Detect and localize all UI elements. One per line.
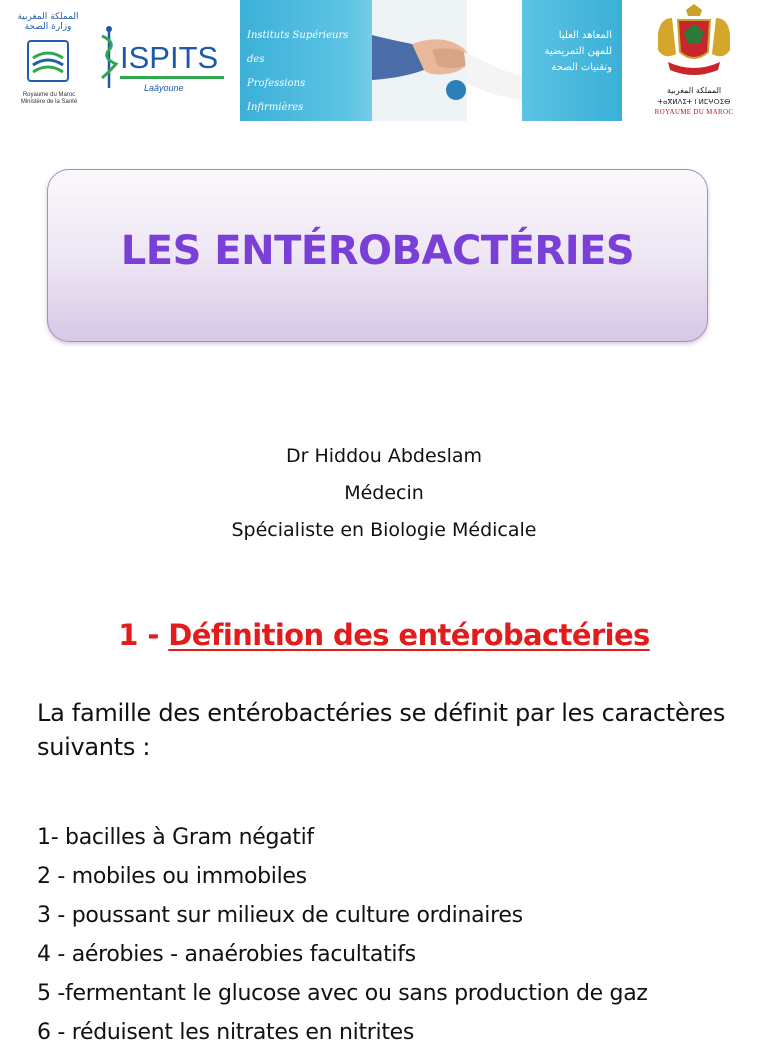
- kingdom-french-name: ROYAUME DU MAROC: [654, 108, 734, 116]
- ministry-arabic-name: المملكة المغربية وزارة الصحة: [17, 12, 79, 32]
- section-title: Définition des entérobactéries: [168, 618, 650, 652]
- kingdom-coat-of-arms: [642, 4, 746, 118]
- document-title: LES ENTÉROBACTÉRIES: [120, 228, 635, 274]
- coat-of-arms-icon: [650, 4, 738, 84]
- section-heading: [0, 618, 768, 652]
- list-item: 4 - aérobies - anaérobies facultatifs: [37, 942, 416, 967]
- caduceus-icon: [98, 24, 120, 90]
- list-item: 1- bacilles à Gram négatif: [37, 825, 314, 850]
- section-number: 1 -: [118, 618, 169, 652]
- author-specialty: Spécialiste en Biologie Médicale: [231, 519, 537, 541]
- caring-hands-photo: [372, 0, 522, 121]
- ispits-city: Laâyoune: [144, 83, 184, 93]
- author-role: Médecin: [344, 482, 424, 504]
- banner-arabic-text: المعاهد العليا للمهن التمريضية وتقنيات الصحة: [544, 30, 612, 73]
- intro-paragraph: La famille des entérobactéries se définit par les caractères suivants :: [37, 699, 726, 761]
- logo-header: [0, 0, 768, 161]
- ispits-underline: [120, 76, 224, 79]
- kingdom-tifinagh-name: ⵜⴰⴳⵍⴷⵉⵜ ⵏ ⵍⵎⵖⵔⵉⴱ: [657, 98, 731, 106]
- author-block: [0, 438, 768, 549]
- list-item: 6 - réduisent les nitrates en nitrites: [37, 1020, 415, 1045]
- ispits-name: ISPITS: [120, 40, 219, 75]
- author-name: Dr Hiddou Abdeslam: [285, 445, 482, 467]
- kingdom-arabic-name: المملكة المغربية: [666, 86, 722, 95]
- list-item: 3 - poussant sur milieux de culture ordinaires: [37, 903, 523, 928]
- ministry-french-name: Royaume du Maroc Ministère de la Santé: [20, 92, 78, 105]
- list-item: 2 - mobiles ou immobiles: [37, 864, 307, 889]
- ministry-emblem-icon: [25, 38, 71, 84]
- title-box: [47, 169, 708, 342]
- institutes-banner: [240, 0, 622, 161]
- list-item: 5 -fermentant le glucose avec ou sans production de gaz: [37, 981, 648, 1006]
- ministry-of-health-logo: [16, 10, 86, 110]
- criteria-list: [37, 818, 757, 1052]
- ispits-logo: [98, 22, 228, 102]
- banner-french-text: Instituts Supérieurs des Professions Infirmières et Techniques de Santé: [247, 30, 349, 161]
